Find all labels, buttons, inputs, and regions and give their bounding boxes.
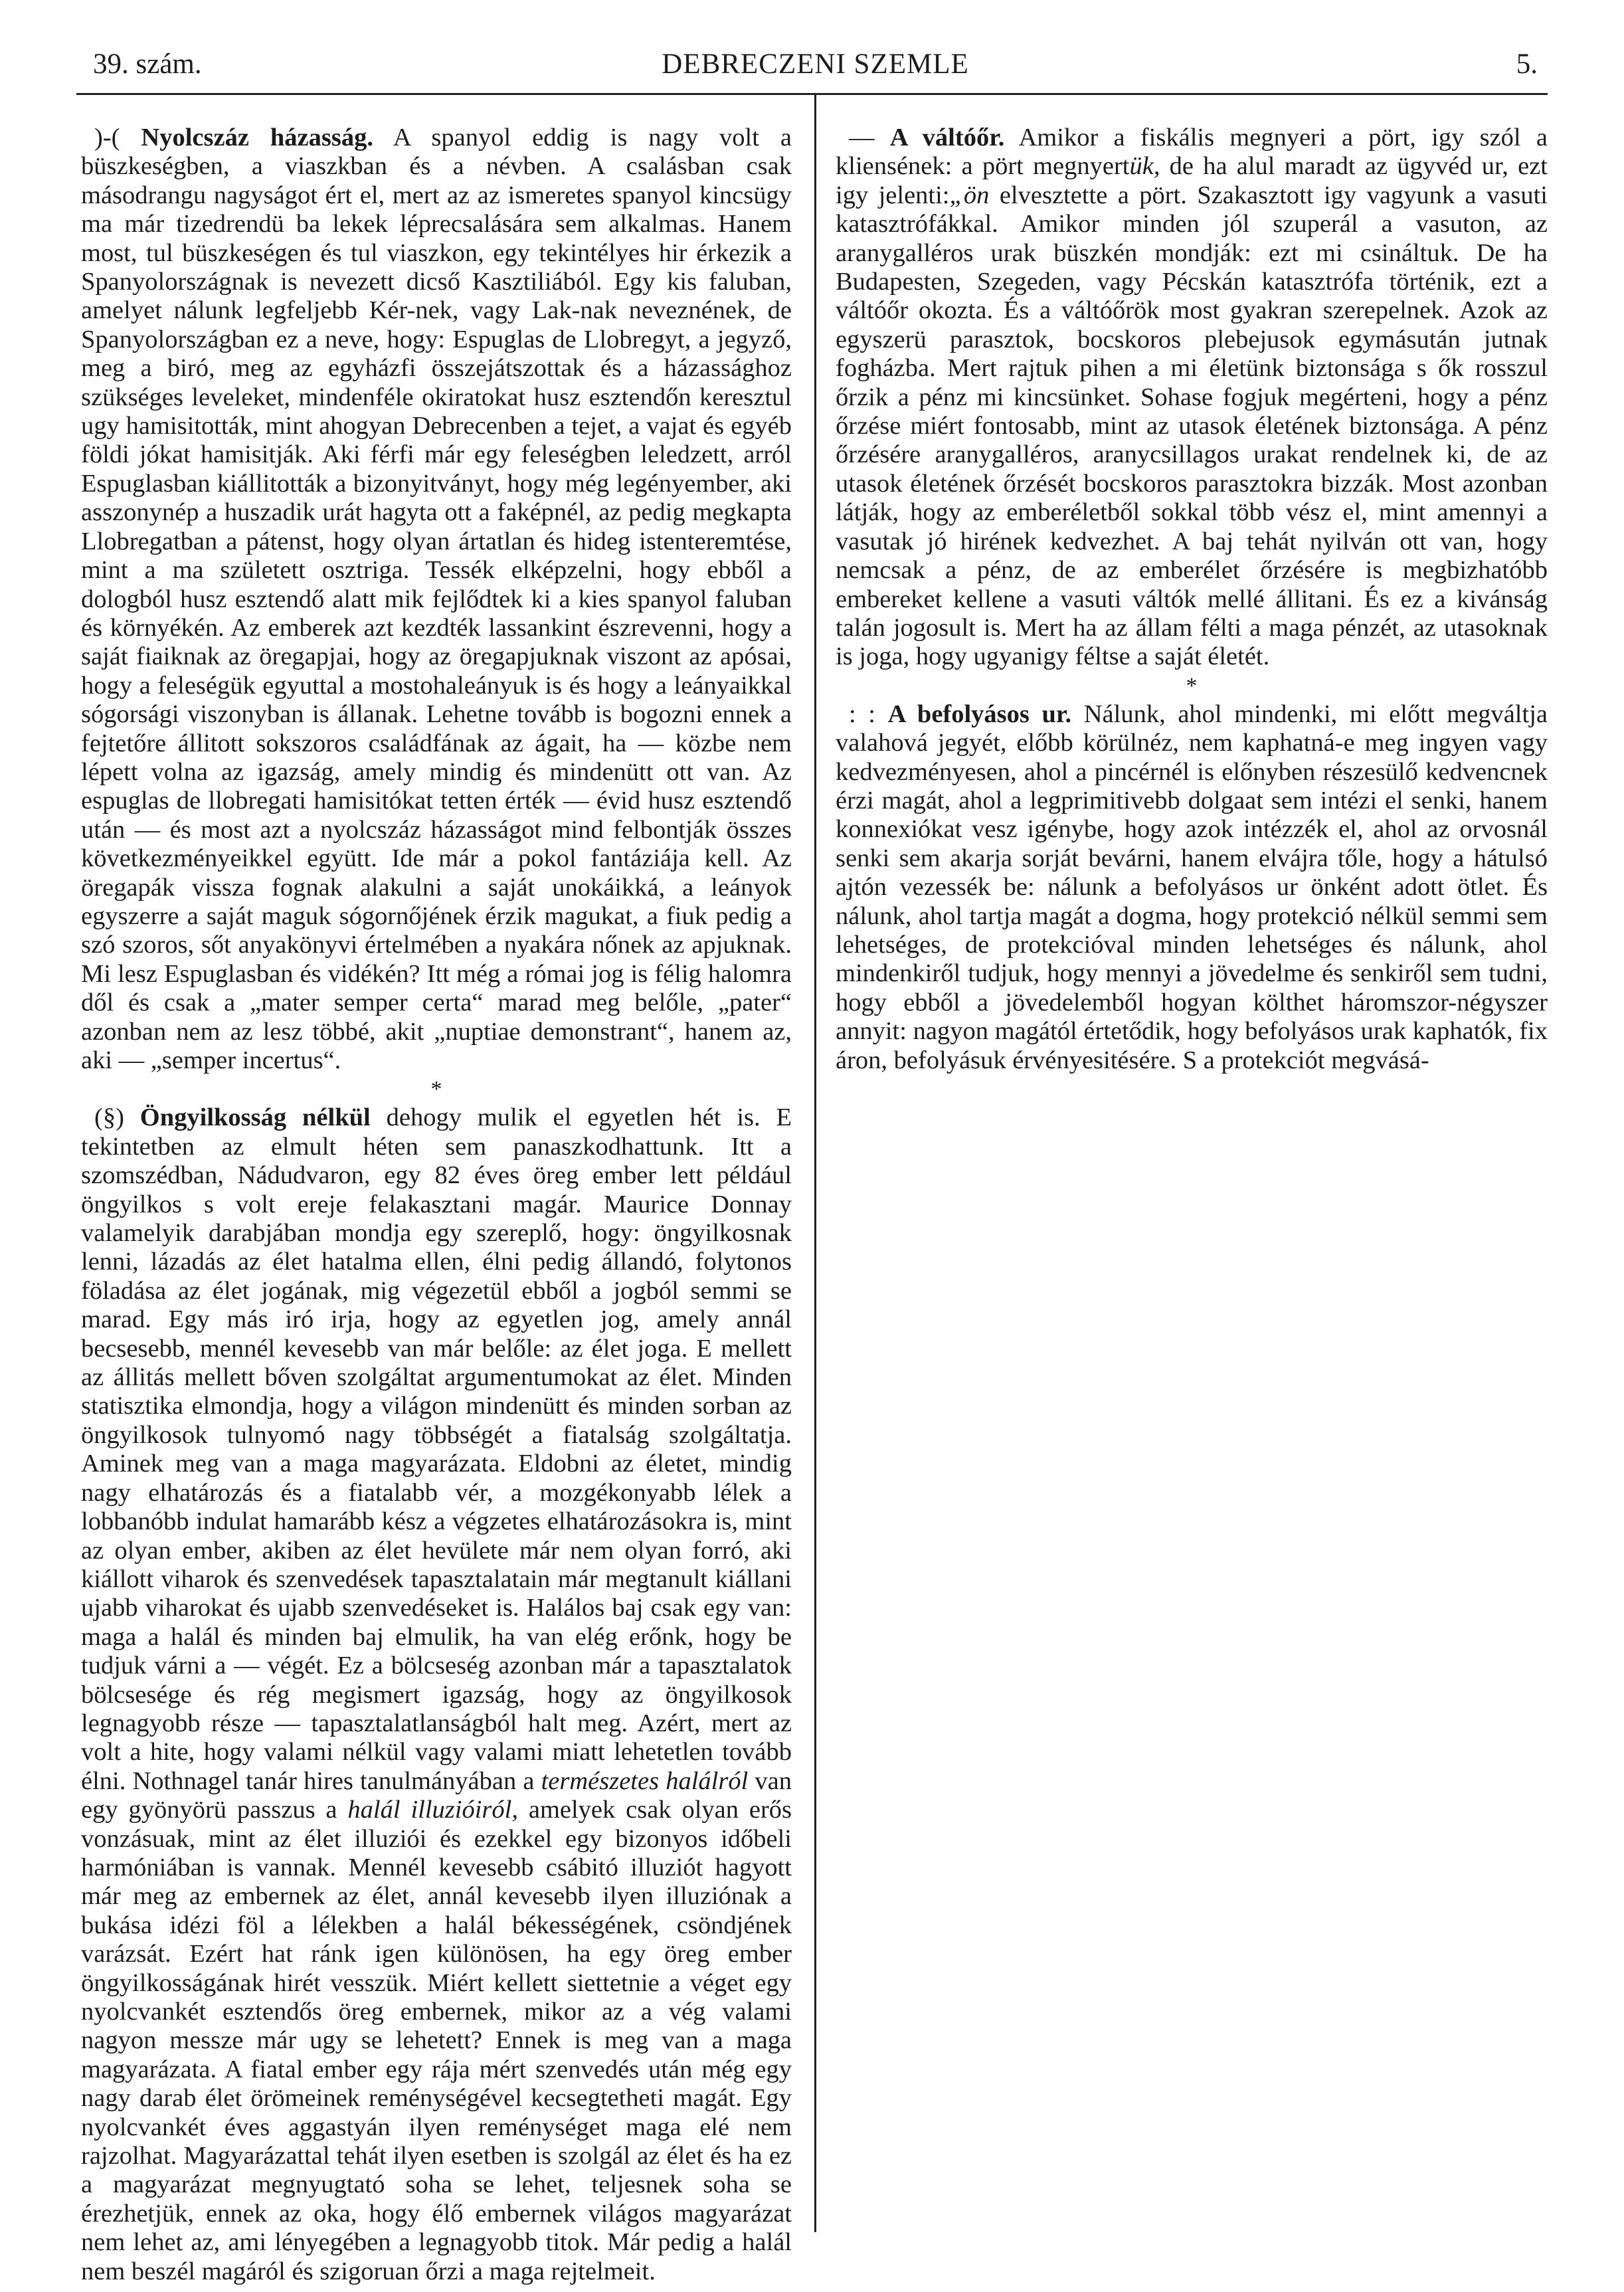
header-rule <box>76 93 1548 95</box>
column-divider <box>814 93 816 2232</box>
article-body: A spanyol eddig is nagy volt a büszkeségben, a viaszkban és a névben. A csalásban csak másodrangu nagyságot ért el, mert az az ismeretes spanyol kincsügy ma már tizedrendü ba lekek léprecsalására sem alkalmas. Hanem most, tul büszkeségen és tul viaszkon, egy tekintélyes hir érkezik a Spanyolországnak is nevezett dicső Kasztiliából. Egy kis faluban, amelyet nálunk legfeljebb Kér-nek, vagy Lak-nak neveznének, de Spanyolországban ez a neve, hogy: Espuglas de Llobregyt, a jegyző, meg a biró, meg az egyházfi összejátszottak és a házassághoz szükséges leveleket, mindenféle okiratokat husz esztendőn keresztul ugy hamisitották, mint ahogyan Debrecenben a tejet, a vajat és egyéb földi jókat hamisitják. Aki férfi már egy feleségben leledzett, arról Espuglasban kiállitották a bizonyitványt, hogy még legényember, aki asszonynép a huszadik urát hagyta ott a faképnél, az pedig megkapta Llobregatban a pátenst, hogy olyan ártatlan és hideg istenteremtése, mint a ma született osztriga. Tessék elképzelni, hogy ebből a dologból husz esztendő alatt mik fejlődtek ki a kies spanyol faluban és környékén. Az emberek azt kezdték lassankint észrevenni, hogy a saját fiaiknak az öregapjai, hogy az öregapjuknak viszont az apósai, hogy a feleségük egyuttal a mostohaleányuk is és hogy a leányaikkal sógorsági viszonyban is állanak. Lehetne tovább is bogozni ennek a fejtetőre állitott sokszoros családfának az ágait, ha — közbe nem lépett volna az igazság, amely mindig és mindenütt ott van. Az espuglas de llobregati hamisitókat tetten érték — évid husz esztendő után — és most azt a nyolcszáz házasságot mind felbontják összes következményeikkel együtt. Ide már a pokol fantáziája kell. Az öregapák vissza fognak alakulni a saját unokáikká, a leányok egyszerre a saját maguk sógornőjének érzik magukat, a fiuk pedig a szó szoros, sőt anyakönyvi értelmében a nyakára nőnek az apjuknak. Mi lesz Espuglasban és vidékén? Itt még a római jog is félig halomra dől és csak a „mater semper certa“ marad meg belőle, „pater“ azonban nem az lesz többé, akit „nuptiae demonstrant“, hanem az, aki — „semper incertus“. <box>81 124 792 1074</box>
article-body-part: Amikor a fiskális megnyeri a pört, igy szól a kliensének: a pört megnyert <box>836 124 1548 181</box>
article-title: A befolyásos ur. <box>887 700 1072 728</box>
article-italic: halál illuzióiról, <box>347 1796 518 1824</box>
article-body: Nálunk, ahol mindenki, mi előtt megváltja valahová jegyét, előbb körülnéz, nem kaphatná-e meg ingyen vagy kedvezményesen, ahol a pincérnél is előnyben részesülő kedvencnek érzi magát, ahol a legprimitivebb dolgaat sem intézi el senki, hanem konnexiókat vesz igénybe, hogy azok intézzék el, ahol az orvosnál senki sem akarja sorját bevárni, hanem elvájra tőle, hogy a hátulsó ajtón vezessék be: nálunk a befolyásos ur önként adott ötlet. És nálunk, ahol tartja magát a dogma, hogy protekció nélkül semmi sem lehetséges, de protekcióval minden lehetséges és nálunk, ahol mindenkiről tudjuk, hogy mennyi a jövedelme és senkiről sem tudni, hogy ebből a jövedelemből hogyan költhet háromszor-négyszer annyit: nagyon magától értetődik, hogy befolyásos urak kaphatók, fix áron, befolyásuk érvényesitésére. S a protekciót megvásá- <box>836 700 1548 1074</box>
article-italic: természetes halálról <box>541 1767 749 1795</box>
article-mark: )-( <box>94 124 141 151</box>
article-body-part: elvesztette a pört. Szakasztott igy vagyunk a vasuti katasztrófákkal. Amikor minden jól szuperál a vasuton, az aranygalléros urak büszkén mondják: ezt mi csináltuk. De ha Budapesten, Szegeden, vagy Pécskán katasztrófa történik, ezt a váltóőr okozta. És a váltóőrök most gyakran szerepelnek. Azok az egyszerü parasztok, bocskoros plebejusok egymásután jutnak fogházba. Mert rajtuk pihen a mi életünk biztonsága s ők rosszul őrzik a pénz mi kincsünket. Sohase fogjuk megérteni, hogy a pénz őrzése miért fontosabb, mint az utasok életének biztonsága. A pénz őrzésére aranygalléros, aranycsillagos urakat rendelnek ki, de az utasok életének őrzését bocskoros parasztokra bizzák. Most azonban látják, hogy az emberéletből sokkal több vész el, mint amennyi a vasutak jó hirének kedvezhet. A baj tehát nyilván ott van, hogy nemcsak a pénz, de az emberélet őrzésére is megbizhatóbb embereket kellene a vasuti váltók mellé állitani. És ez a kivánság talán jogosult is. Mert ha az állam félti a maga pénzét, az utasoknak is joga, hogy ugyanigy féltse a saját életét. <box>836 181 1548 671</box>
article-body-part: amelyek csak olyan erős vonzásuak, mint az élet illuziói és ezekkel egy bizonyos időbeli harmóniában is vannak. Mennél kevesebb csábitó illuziót hagyott már meg az embernek az élet, annál kevesebb ilyen illuziónak a bukása idézi föl a lélekben a halál békességének, csöndjének varázsát. Ezért hat ránk igen különösen, ha egy öreg ember öngyilkosságának hirét vesszük. Miért kellett siettetnie a véget egy nyolcvankét esztendős öreg embernek, mikor az a vég valami nagyon messze már ugy se lehetett? Ennek is meg van a maga magyarázata. A fiatal ember egy rája mért szenvedés után még egy nagy darab élet örömeinek reménységével kecsegtetheti magát. Egy nyolcvankét éves aggastyán ilyen reménységet maga elé nem rajzolhat. Magyarázattal tehát ilyen esetben is szolgál az élet és ha ez a magyarázat megnyugtató soha se lehet, teljesnek soha se érezhetjük, ennek az oka, hogy élő embernek világos magyarázat nem lehet az, ami lényegében a legnagyobb titok. Már pedig a halál nem beszél magáról és szigoruan őrzi a maga rejtelmeit. <box>81 1796 792 2285</box>
article-title: Öngyilkosság nélkül <box>139 1103 371 1132</box>
section-separator: * <box>1186 673 1198 698</box>
article-title: A váltóőr. <box>889 124 1005 151</box>
article-mark: (§) <box>94 1103 140 1132</box>
left-column <box>81 124 792 2286</box>
article-ongyilkossag-start <box>81 1103 792 2286</box>
article-italic: ük, <box>1129 152 1160 181</box>
issue-number: 39. szám. <box>93 48 202 80</box>
article-body-part: dehogy mulik el egyetlen hét is. E tekintetben az elmult héten sem panaszkodhattunk. Itt a szomszédban, Nádudvaron, egy 82 éves öreg ember lett például öngyilkos s volt ereje felakasztani magár. Maurice Donnay valamelyik darabjában mondja egy szereplő, hogy: öngyilkosnak lenni, lázadás az élet hatalma ellen, élni pedig állandó, folytonos föladása az élet jogának, mig végezetül ebből a jogból semmi se marad. Egy más iró irja, hogy az egyetlen jog, amely annál becsesebb, mennél kevesebb van már belőle: az élet joga. E mellett az állitás mellett bőven szolgáltat argumentumokat az élet. Minden statisztika elmondja, hogy a világon mindenütt és minden sorban az öngyilkosok tulnyomó nagy többségét a fiatalság szolgáltatja. Aminek meg van a maga magyarázata. Eldobni az életet, mindig nagy elhatározás és a fiatalabb vér, a mozgékonyabb lélek a lobbanóbb indulat hamarább kész a végzetes elhatározásokra is, mint az olyan ember, akiben az élet hevülete már nem olyan forró, aki kiállott viharok és szenvedések tapasztalatain már megtanult kiállani ujabb viharokat és ujabb szenvedéseket is. Halálos baj csak egy van: maga a halál és minden baj elmulik, ha van elég erőnk, hogy be tudjuk várni a — végét. Ez a bölcseség azonban már a tapasztalatok bölcsesége és rég megismert igazság, hogy az öngyilkosok legnagyobb része — tapasztalatlanságból halt meg. Azért, mert az volt a hite, hogy valami nélkül vagy valami miatt lehetetlen tovább élni. Nothnagel tanár hires tanulmányában a <box>81 1103 792 1795</box>
article-body-part: de ha alul maradt az ügyvéd ur, ezt igy jelenti: <box>836 152 1548 209</box>
publication-title: DEBRECZENI SZEMLE <box>662 48 969 80</box>
article-valtoor <box>836 124 1548 672</box>
article-mark: — <box>849 124 890 151</box>
article-nyolcszaz-hazassag <box>81 124 792 1075</box>
page-number: 5. <box>1516 48 1538 80</box>
page-header <box>93 41 1538 88</box>
article-befolyasos-ur <box>836 700 1548 1075</box>
article-body-part: van egy gyönyörü passzus a <box>81 1767 792 1824</box>
article-title: Nyolcszáz házasság. <box>141 124 373 151</box>
right-column <box>836 124 1548 1075</box>
section-separator: * <box>430 1077 442 1102</box>
article-italic: „ön <box>949 181 990 209</box>
article-mark: : : <box>849 700 888 728</box>
